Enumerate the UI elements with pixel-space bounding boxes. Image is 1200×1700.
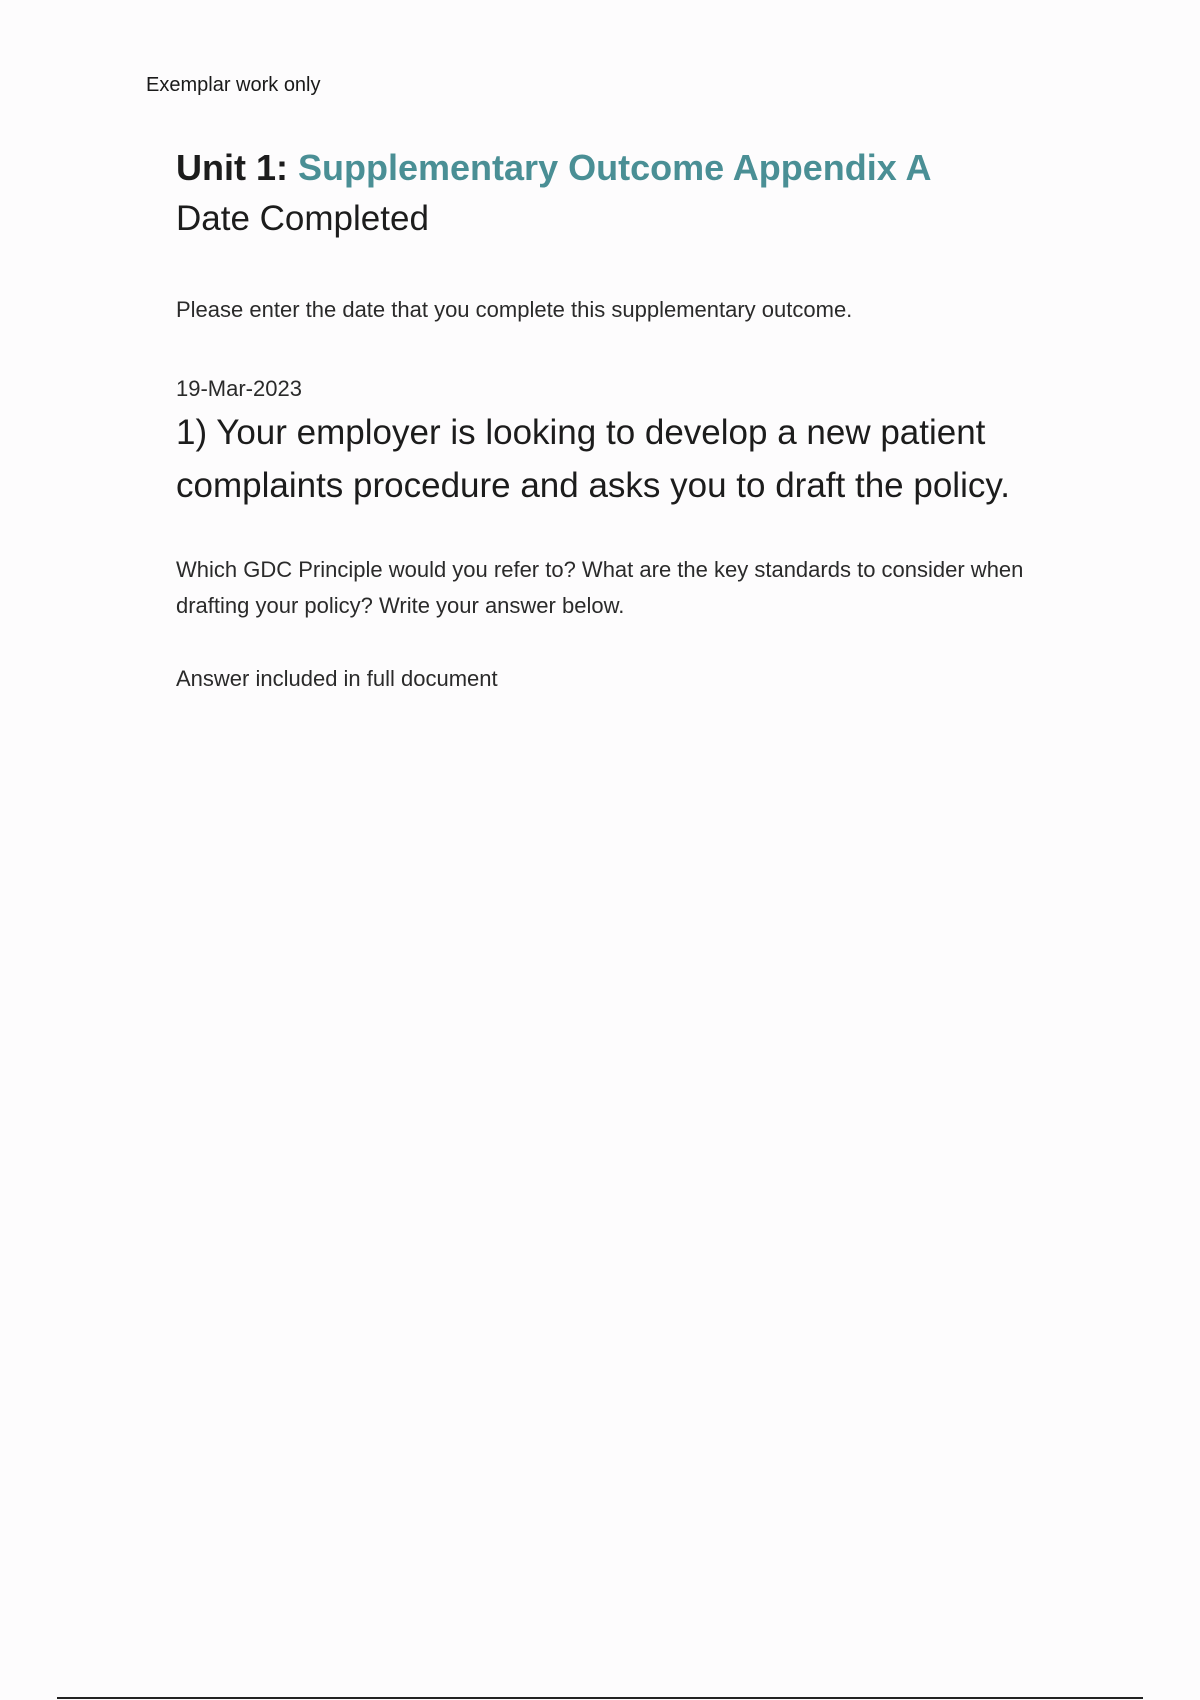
section-subtitle: Date Completed xyxy=(176,199,429,238)
document-body xyxy=(176,144,1096,694)
question-prompt: Which GDC Principle would you refer to? What are the key standards to consider when drafting your policy? Write your answer below. xyxy=(176,557,1024,618)
answer-text: Answer included in full document xyxy=(176,666,498,691)
exemplar-note: Exemplar work only xyxy=(146,74,321,96)
date-completed-value: 19-Mar-2023 xyxy=(176,376,302,401)
date-instruction: Please enter the date that you complete this supplementary outcome. xyxy=(176,297,853,322)
question-heading: 1) Your employer is looking to develop a new patient complaints procedure and asks you to draft the policy. xyxy=(176,413,1010,505)
page-title xyxy=(176,144,1096,192)
title-accent: Supplementary Outcome Appendix A xyxy=(298,147,932,188)
title-unit-prefix: Unit 1: xyxy=(176,147,288,188)
footer-divider xyxy=(57,1697,1143,1699)
